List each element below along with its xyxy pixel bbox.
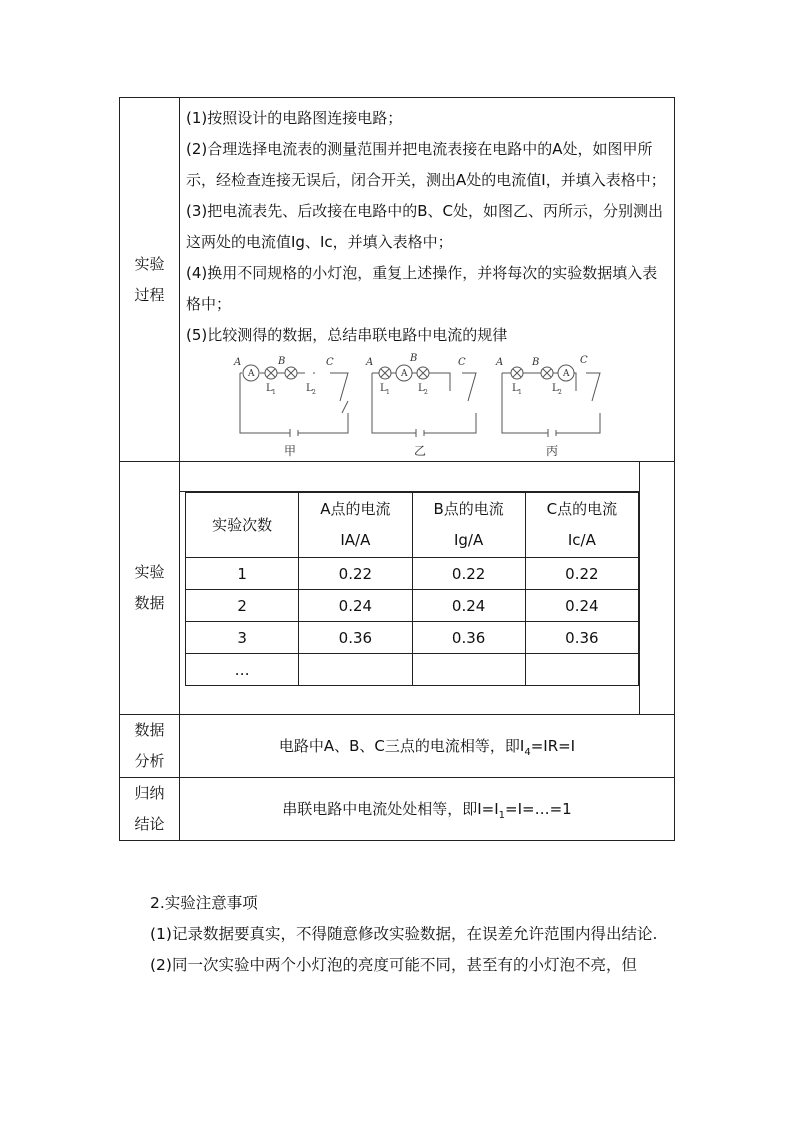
experiment-table (119, 97, 675, 841)
svg-text:A: A (366, 357, 374, 368)
note-item: (1)记录数据要真实，不得随意修改实验数据，在误差允许范围内得出结论. (150, 925, 658, 943)
svg-text:2: 2 (312, 389, 316, 396)
svg-text:1: 1 (272, 389, 276, 396)
analysis-text: 电路中A、B、C三点的电流相等，即$I_4=IR=I$ (180, 715, 675, 778)
svg-text:B: B (532, 357, 540, 368)
data-table (185, 492, 639, 686)
caption-bing: 丙 (546, 444, 559, 458)
header-b: B点的电流 Ig/A (412, 493, 525, 558)
svg-text:A: A (563, 369, 570, 379)
header-c: C点的电流 Ic/A (525, 493, 638, 558)
circuit-figure-jia (240, 365, 348, 437)
circuit-figure-bing (502, 365, 600, 437)
svg-text:1: 1 (518, 389, 522, 396)
svg-text:2: 2 (424, 389, 428, 396)
svg-text:L: L (418, 383, 425, 394)
svg-text:C: C (458, 357, 466, 368)
svg-text:C: C (580, 355, 588, 366)
caption-jia: 甲 (284, 444, 297, 458)
table-top-rule (180, 462, 640, 492)
step-5: (5)比较测得的数据，总结串联电路中电流的规律 (186, 326, 508, 344)
process-content (180, 98, 675, 462)
conclusion-label: 归纳 结论 (120, 778, 180, 841)
svg-text:A: A (248, 369, 255, 379)
svg-text:A: A (234, 357, 242, 368)
caption-yi: 乙 (414, 444, 427, 458)
process-steps (180, 98, 674, 351)
data-table-header (186, 493, 639, 558)
svg-text:A: A (401, 369, 408, 379)
process-row (120, 98, 675, 462)
table-right-rule (639, 462, 640, 714)
notes-section (119, 888, 674, 981)
svg-text:2: 2 (558, 389, 562, 396)
data-label: 实验 数据 (120, 462, 180, 715)
circuit-diagrams (180, 351, 674, 461)
svg-text:L: L (552, 383, 559, 394)
svg-text:B: B (410, 353, 418, 364)
svg-text:L: L (306, 383, 313, 394)
svg-text:A: A (496, 357, 504, 368)
data-content (180, 462, 675, 715)
step-2: (2)合理选择电流表的测量范围并把电流表接在电路中的A处，如图甲所示，经检查连接无误后，闭合开关，测出A处的电流值I，并填入表格中； (186, 140, 666, 189)
svg-text:B: B (278, 356, 286, 367)
svg-text:L: L (266, 383, 273, 394)
notes-heading: 2.实验注意事项 (150, 894, 258, 912)
table-row: 2 0.24 0.24 0.24 (186, 590, 639, 622)
conclusion-text: 串联电路中电流处处相等，即$I=I_1=I=\dots=1$ (180, 778, 675, 841)
svg-text:C: C (326, 357, 334, 368)
table-row: 1 0.22 0.22 0.22 (186, 558, 639, 590)
table-row: 3 0.36 0.36 0.36 (186, 622, 639, 654)
header-a: A点的电流 IA/A (299, 493, 412, 558)
table-row: … (186, 654, 639, 686)
conclusion-row (120, 778, 675, 841)
step-1: (1)按照设计的电路图连接电路； (186, 109, 403, 127)
header-trial: 实验次数 (186, 493, 299, 558)
step-4: (4)换用不同规格的小灯泡，重复上述操作，并将每次的实验数据填入表格中； (186, 264, 658, 313)
note-item: (2)同一次实验中两个小灯泡的亮度可能不同，甚至有的小灯泡不亮，但 (150, 956, 637, 974)
process-label: 实验 过程 (120, 98, 180, 462)
svg-text:L: L (380, 383, 387, 394)
svg-text:L: L (512, 383, 519, 394)
data-row (120, 462, 675, 715)
analysis-row (120, 715, 675, 778)
svg-text:1: 1 (386, 389, 390, 396)
circuit-figure-yi (372, 365, 476, 437)
step-3: (3)把电流表先、后改接在电路中的B、C处，如图乙、丙所示，分别测出这两处的电流值Ig、Ic，并填入表格中； (186, 202, 664, 251)
analysis-label: 数据 分析 (120, 715, 180, 778)
